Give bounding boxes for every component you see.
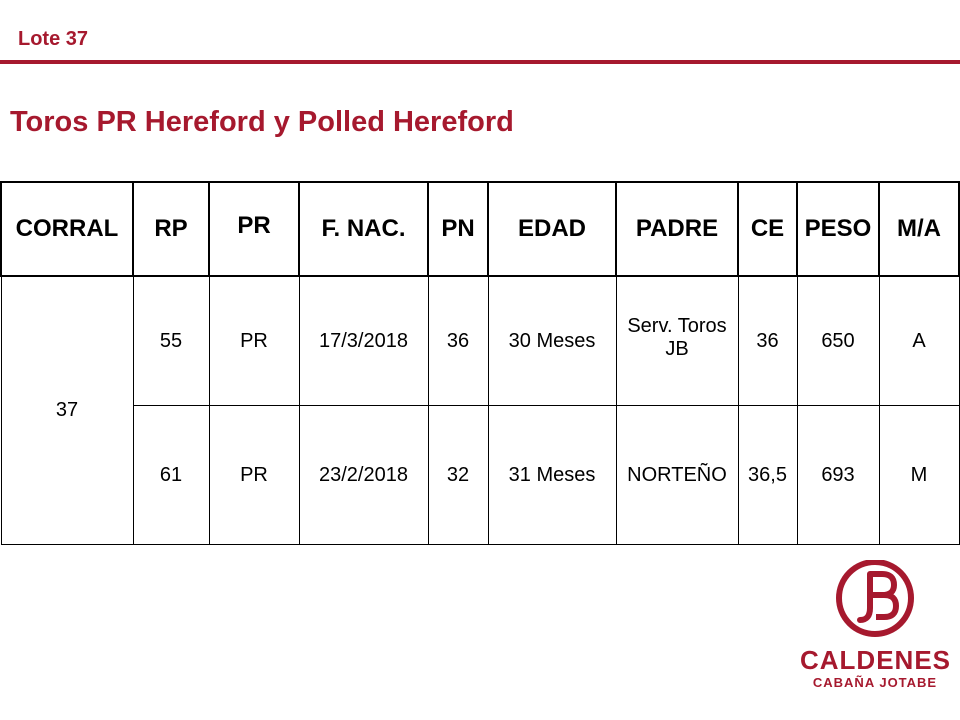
- brand-subtitle: CABAÑA JOTABE: [812, 675, 938, 690]
- cell-ma: M: [879, 406, 959, 545]
- table-row: [1, 406, 959, 545]
- col-header-ce: CE: [738, 182, 797, 276]
- cell-fnac: 23/2/2018: [299, 406, 428, 545]
- col-header-rp: RP: [133, 182, 209, 276]
- brand-name: CALDENES: [800, 645, 952, 675]
- cell-fnac: 17/3/2018: [299, 276, 428, 406]
- col-header-edad: EDAD: [488, 182, 616, 276]
- slide-title: Toros PR Hereford y Polled Hereford: [10, 106, 514, 138]
- cell-ce: 36: [738, 276, 797, 406]
- brand-logo: [800, 560, 950, 700]
- lot-label: Lote 37: [18, 28, 89, 50]
- cell-rp: 55: [133, 276, 209, 406]
- cell-pr: PR: [209, 406, 299, 545]
- cell-pr: PR: [209, 276, 299, 406]
- cell-edad: 30 Meses: [488, 276, 616, 406]
- cell-pn: 32: [428, 406, 488, 545]
- col-header-padre: PADRE: [616, 182, 738, 276]
- col-header-corral: CORRAL: [1, 182, 133, 276]
- col-header-ma: M/A: [879, 182, 959, 276]
- table-row: [1, 276, 959, 406]
- col-header-peso: PESO: [797, 182, 879, 276]
- cell-ce: 36,5: [738, 406, 797, 545]
- col-header-pn: PN: [428, 182, 488, 276]
- lot-table: [0, 181, 960, 545]
- jb-monogram-icon: [832, 560, 918, 638]
- cell-pn: 36: [428, 276, 488, 406]
- cell-peso: 650: [797, 276, 879, 406]
- cell-edad: 31 Meses: [488, 406, 616, 545]
- cell-ma: A: [879, 276, 959, 406]
- col-header-pr: PR: [209, 182, 299, 276]
- cell-peso: 693: [797, 406, 879, 545]
- cell-padre: NORTEÑO: [616, 406, 738, 545]
- header-row: [1, 182, 959, 276]
- cell-corral: 37: [1, 276, 133, 545]
- cell-padre: Serv. Toros JB: [616, 276, 738, 406]
- col-header-fnac: F. NAC.: [299, 182, 428, 276]
- header-divider: [0, 60, 960, 64]
- cell-rp: 61: [133, 406, 209, 545]
